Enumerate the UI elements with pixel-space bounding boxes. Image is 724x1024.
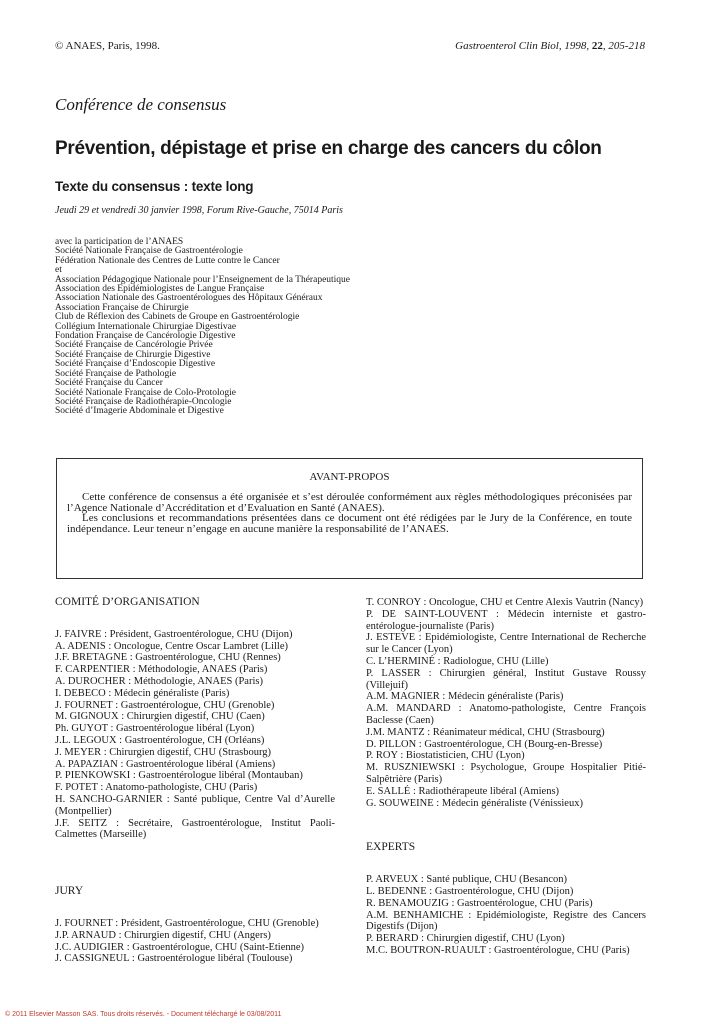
association-item: Société Nationale Française de Gastroentérologie: [55, 246, 243, 257]
section-heading: Conférence de consensus: [55, 95, 227, 114]
comite-member: J.F. SEITZ : Secrétaire, Gastroentérologue, Institut Paoli-Calmettes (Marseille): [55, 817, 335, 841]
comite-member: Ph. GUYOT : Gastroentérologue libéral (Lyon): [55, 723, 255, 735]
association-item: et: [55, 265, 62, 276]
comite-member: F. POTET : Anatomo-pathologiste, CHU (Paris): [55, 782, 258, 794]
association-item: Société Française du Cancer: [55, 378, 163, 389]
association-item: Association Française de Chirurgie: [55, 302, 189, 313]
comite-heading: COMITÉ D’ORGANISATION: [55, 596, 200, 608]
comite-member: J.L. LEGOUX : Gastroentérologue, CH (Orléans): [55, 734, 265, 746]
comite-member: A. PAPAZIAN : Gastroentérologue libéral (Amiens): [55, 758, 276, 770]
comite-member: H. SANCHO-GARNIER : Santé publique, Centre Val d’Aurelle (Montpellier): [55, 793, 335, 817]
comite-member: F. CARPENTIER : Méthodologie, ANAES (Paris): [55, 664, 268, 676]
comite-member: P. PIENKOWSKI : Gastroentérologue libéral (Montauban): [55, 770, 303, 782]
expert-member: P. BERARD : Chirurgien digestif, CHU (Lyon): [366, 933, 565, 945]
comite-member: P. DE SAINT-LOUVENT : Médecin interniste et gastro-entérologue-journaliste (Paris): [366, 608, 646, 632]
comite-member: I. DEBECO : Médecin généraliste (Paris): [55, 687, 230, 699]
jury-member: J.P. ARNAUD : Chirurgien digestif, CHU (Angers): [55, 929, 271, 941]
comite-member: P. ROY : Biostatisticien, CHU (Lyon): [366, 750, 525, 762]
association-item: Fondation Française de Cancérologie Digestive: [55, 331, 236, 342]
association-item: Société Nationale Française de Colo-Protologie: [55, 387, 236, 398]
association-item: Collégium Internationale Chirurgiae Digestivae: [55, 321, 237, 332]
comite-member: T. CONROY : Oncologue, CHU et Centre Alexis Vautrin (Nancy): [366, 597, 644, 608]
comite-member: A.M. MAGNIER : Médecin généraliste (Paris): [366, 691, 564, 703]
association-item: Fédération Nationale des Centres de Lutte contre le Cancer: [55, 255, 280, 266]
download-footer: © 2011 Elsevier Masson SAS. Tous droits réservés. - Document téléchargé le 03/08/2011: [5, 1011, 282, 1018]
association-item: Société Française d’Endoscopie Digestive: [55, 359, 216, 370]
expert-member: R. BENAMOUZIG : Gastroentérologue, CHU (Paris): [366, 897, 593, 909]
association-item: Société Française de Chirurgie Digestive: [55, 349, 211, 360]
copyright-header: © ANAES, Paris, 1998.: [55, 40, 160, 52]
association-item: Association Pédagogique Nationale pour l’Enseignement de la Thérapeutique: [55, 274, 351, 285]
comite-member: J.M. MANTZ : Réanimateur médical, CHU (Strasbourg): [366, 726, 605, 738]
jury-member: J. CASSIGNEUL : Gastroentérologue libéral (Toulouse): [55, 953, 293, 965]
right-column: [366, 597, 646, 957]
comite-member: E. SALLÉ : Radiothérapeute libéral (Amiens): [366, 785, 560, 797]
comite-member: J. FOURNET : Gastroentérologue, CHU (Grenoble): [55, 699, 275, 711]
left-column: [55, 597, 335, 965]
comite-member: M. RUSZNIEWSKI : Psychologue, Groupe Hospitalier Pitié-Salpêtrière (Paris): [366, 762, 646, 785]
avant-propos-title: AVANT-PROPOS: [309, 471, 390, 483]
comite-member: J. MEYER : Chirurgien digestif, CHU (Strasbourg): [55, 746, 272, 758]
citation-pages: , 205-218: [602, 40, 645, 52]
expert-member: L. BEDENNE : Gastroentérologue, CHU (Dijon): [366, 885, 574, 897]
association-item: Société Française de Radiothérapie-Oncologie: [55, 396, 232, 407]
comite-member: A. DUROCHER : Méthodologie, ANAES (Paris): [55, 675, 263, 687]
expert-member: A.M. BENHAMICHE : Epidémiologiste, Registre des Cancers Digestifs (Dijon): [366, 909, 646, 933]
article-subtitle: Texte du consensus : texte long: [55, 179, 254, 194]
association-item: avec la participation de l’ANAES: [55, 237, 184, 247]
association-item: Société Française de Cancérologie Privée: [55, 340, 213, 351]
comite-member: J. FAIVRE : Président, Gastroentérologue, CHU (Dijon): [55, 628, 293, 640]
expert-member: M.C. BOUTRON-RUAULT : Gastroentérologue, CHU (Paris): [366, 944, 630, 956]
citation-volume: 22: [591, 40, 603, 52]
avant-propos-paragraph: Cette conférence de consensus a été organisée et s’est déroulée conformément aux règles méthodologiques préconisées par l’Agence Nationale d’Accréditation et d’Evaluation en Santé (ANAES).: [67, 491, 632, 514]
citation-year: , 1998,: [558, 40, 592, 52]
comite-member: D. PILLON : Gastroentérologue, CH (Bourg-en-Bresse): [366, 738, 603, 750]
comite-member: M. GIGNOUX : Chirurgien digestif, CHU (Caen): [55, 711, 265, 723]
article-title: Prévention, dépistage et prise en charge des cancers du côlon: [55, 138, 602, 159]
comite-member: G. SOUWEINE : Médecin généraliste (Vénissieux): [366, 797, 583, 809]
comite-member: A.M. MANDARD : Anatomo-pathologiste, Centre François Baclesse (Caen): [366, 703, 646, 726]
association-item: Société d’Imagerie Abdominale et Digestive: [55, 406, 224, 417]
comite-member: C. L’HERMINÉ : Radiologue, CHU (Lille): [366, 655, 549, 667]
comite-member: J.F. BRETAGNE : Gastroentérologue, CHU (Rennes): [55, 652, 281, 664]
jury-heading: JURY: [55, 885, 84, 898]
comite-member: A. ADENIS : Oncologue, Centre Oscar Lambret (Lille): [55, 640, 288, 652]
jury-member: J.C. AUDIGIER : Gastroentérologue, CHU (Saint-Etienne): [55, 941, 305, 953]
experts-heading: EXPERTS: [366, 841, 416, 854]
avant-propos-paragraph: Les conclusions et recommandations présentées dans ce document ont été rédigées par le Jury de la Conférence, en toute indépendance. Leur teneur n’engage en aucune manière la responsabilité de l’ANAES.: [67, 512, 632, 535]
jury-member: J. FOURNET : Président, Gastroentérologue, CHU (Grenoble): [55, 917, 319, 929]
comite-member: P. LASSER : Chirurgien général, Institut Gustave Roussy (Villejuif): [366, 667, 646, 691]
association-item: Association des Epidémiologistes de Langue Française: [55, 284, 265, 295]
association-item: Association Nationale des Gastroentérologues des Hôpitaux Généraux: [55, 293, 323, 304]
expert-member: P. ARVEUX : Santé publique, CHU (Besancon): [366, 874, 567, 886]
journal-name: Gastroenterol Clin Biol: [455, 40, 559, 52]
avant-propos-box: [56, 458, 643, 579]
association-item: Club de Réflexion des Cabinets de Groupe en Gastroentérologie: [55, 312, 300, 323]
event-date-line: Jeudi 29 et vendredi 30 janvier 1998, Forum Rive-Gauche, 75014 Paris: [55, 205, 343, 216]
association-item: Société Française de Pathologie: [55, 368, 177, 379]
comite-member: J. ESTEVE : Epidémiologiste, Centre International de Recherche sur le Cancer (Lyon): [366, 632, 646, 656]
associations-list: [55, 238, 475, 417]
journal-citation: [455, 40, 645, 52]
